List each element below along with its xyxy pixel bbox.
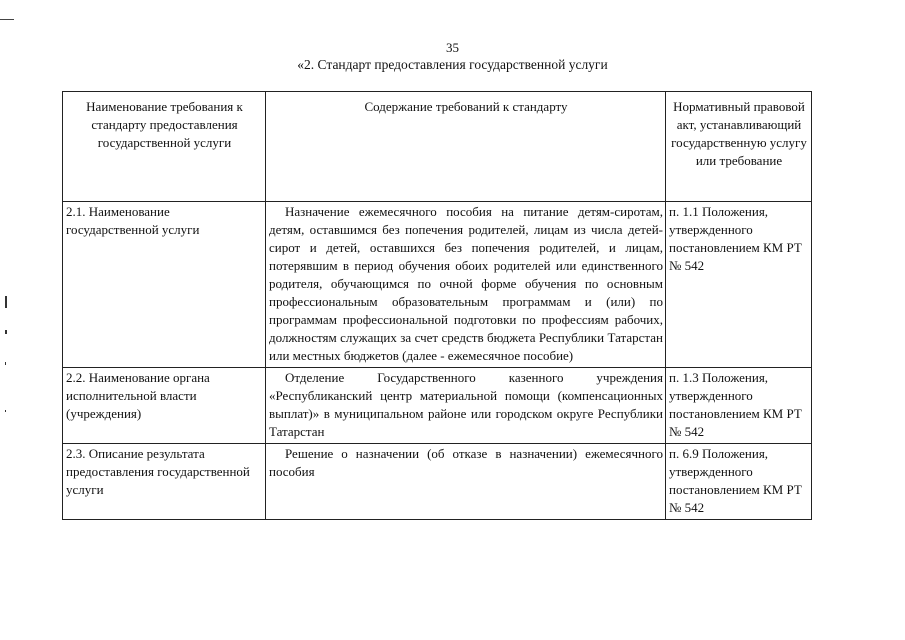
column-header-legal-act: Нормативный правовой акт, устанавливающий государственную услугу или требование	[666, 92, 812, 202]
legal-act-cell: п. 6.9 Положения, утвержденного постановлением КМ РТ № 542	[666, 444, 812, 520]
scan-edge-mark	[0, 19, 14, 20]
requirement-name-cell: 2.1. Наименование государственной услуги	[63, 202, 266, 368]
requirement-content-cell: Решение о назначении (об отказе в назначении) ежемесячного пособия	[266, 444, 666, 520]
table-row	[63, 202, 812, 368]
scan-artifact	[5, 410, 6, 412]
column-header-requirement-name: Наименование требования к стандарту предоставления государственной услуги	[63, 92, 266, 202]
requirement-content-cell: Отделение Государственного казенного учреждения «Республиканский центр материальной помощи (компенсационных выплат)» в муниципальном районе или городском округе Республики Татарстан	[266, 368, 666, 444]
requirement-name-cell: 2.2. Наименование органа исполнительной власти (учреждения)	[63, 368, 266, 444]
requirement-content-cell: Назначение ежемесячного пособия на питание детям-сиротам, детям, оставшимся без попечения родителей, лицам из числа детей-сирот и детей, оставшихся без попечения родителей, и лицам, потерявшим в период обучения обоих родителей или единственного родителя, обучающимся по очной форме обучения по основным профессиональным образовательным программам и (или) по программам профессиональной подготовки по профессиям рабочих, должностям служащих за счет средств бюджета Республики Татарстан или местных бюджетов (далее - ежемесячное пособие)	[266, 202, 666, 368]
column-header-requirement-content: Содержание требований к стандарту	[266, 92, 666, 202]
requirement-name-cell: 2.3. Описание результата предоставления государственной услуги	[63, 444, 266, 520]
document-title: «2. Стандарт предоставления государственной услуги	[297, 57, 608, 72]
table-row	[63, 368, 812, 444]
table-row	[63, 444, 812, 520]
legal-act-cell: п. 1.3 Положения, утвержденного постановлением КМ РТ № 542	[666, 368, 812, 444]
scan-artifact	[5, 362, 6, 365]
legal-act-cell: п. 1.1 Положения, утвержденного постановлением КМ РТ № 542	[666, 202, 812, 368]
scan-artifact	[5, 330, 7, 334]
table-header-row	[63, 92, 812, 202]
requirements-table	[62, 91, 812, 520]
page-number: 35	[446, 40, 459, 55]
scan-artifact	[5, 296, 7, 308]
